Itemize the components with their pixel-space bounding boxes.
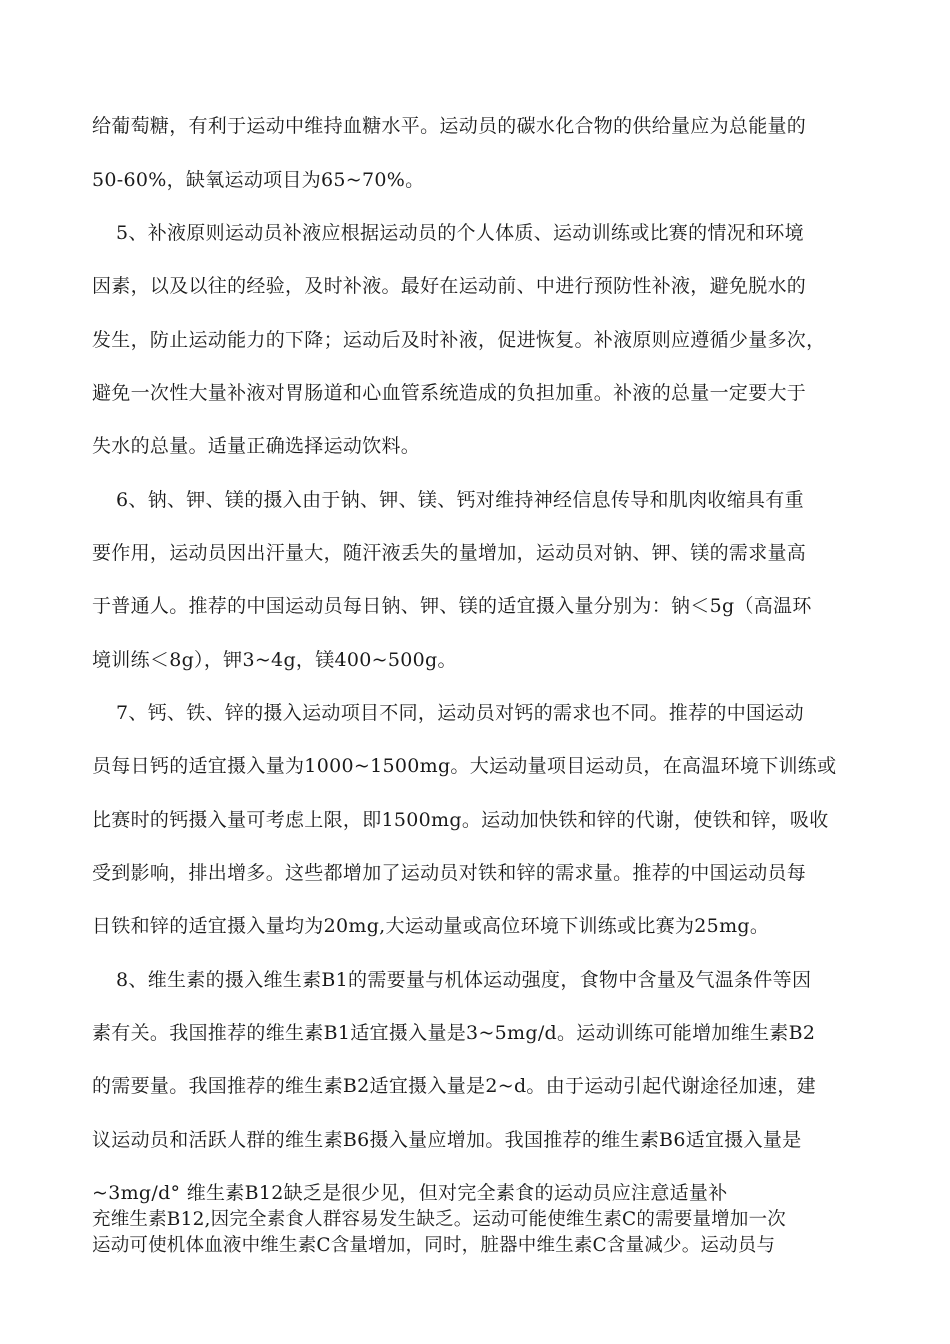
- paragraph-start: 7、钙、铁、锌的摄入运动项目不同，运动员对钙的需求也不同。推荐的中国运动: [116, 702, 804, 724]
- text-line: 受到影响，排出增多。这些都增加了运动员对铁和锌的需求量。推荐的中国运动员每: [92, 862, 807, 884]
- paragraph-start: 5、补液原则运动员补液应根据运动员的个人体质、运动训练或比赛的情况和环境: [116, 222, 804, 244]
- text-line: 发生，防止运动能力的下降；运动后及时补液，促进恢复。补液原则应遵循少量多次，: [92, 329, 826, 351]
- text-line: 充维生素B12,因完全素食人群容易发生缺乏。运动可能使维生素C的需要量增加一次: [92, 1209, 786, 1230]
- text-line: 给葡萄糖，有利于运动中维持血糖水平。运动员的碳水化合物的供给量应为总能量的: [92, 115, 807, 137]
- text-line: 50-60%，缺氧运动项目为65~70%。: [92, 169, 425, 191]
- text-line: 素有关。我国推荐的维生素B1适宜摄入量是3~5mg/d。运动训练可能增加维生素B2: [92, 1022, 816, 1044]
- text-line: 比赛时的钙摄入量可考虑上限，即1500mg。运动加快铁和锌的代谢，使铁和锌，吸收: [92, 809, 829, 831]
- text-line: 失水的总量。适量正确选择运动饮料。: [92, 435, 421, 457]
- text-line: 境训练＜8g），钾3~4g，镁400~500g。: [92, 649, 457, 671]
- text-line: 要作用，运动员因出汗量大，随汗液丢失的量增加，运动员对钠、钾、镁的需求量高: [92, 542, 807, 564]
- paragraph-start: 8、维生素的摄入维生素B1的需要量与机体运动强度，食物中含量及气温条件等因: [116, 969, 812, 991]
- text-line: 日铁和锌的适宜摄入量均为20mg,大运动量或高位环境下训练或比赛为25mg。: [92, 915, 770, 937]
- text-line: 员每日钙的适宜摄入量为1000~1500mg。大运动量项目运动员，在高温环境下训练或: [92, 755, 837, 777]
- text-line: 于普通人。推荐的中国运动员每日钠、钾、镁的适宜摄入量分别为：钠＜5g（高温环: [92, 595, 812, 617]
- text-line: 避免一次性大量补液对胃肠道和心血管系统造成的负担加重。补液的总量一定要大于: [92, 382, 807, 404]
- text-line: 议运动员和活跃人群的维生素B6摄入量应增加。我国推荐的维生素B6适宜摄入量是: [92, 1129, 802, 1151]
- text-line: 因素，以及以往的经验，及时补液。最好在运动前、中进行预防性补液，避免脱水的: [92, 275, 807, 297]
- text-line: ~3mg/d° 维生素B12缺乏是很少见，但对完全素食的运动员应注意适量补: [92, 1182, 728, 1204]
- text-line: 的需要量。我国推荐的维生素B2适宜摄入量是2~d。由于运动引起代谢途径加速，建: [92, 1075, 816, 1097]
- paragraph-start: 6、钠、钾、镁的摄入由于钠、钾、镁、钙对维持神经信息传导和肌肉收缩具有重: [116, 489, 804, 511]
- text-line: 运动可使机体血液中维生素C含量增加，同时，脏器中维生素C含量减少。运动员与: [92, 1235, 776, 1256]
